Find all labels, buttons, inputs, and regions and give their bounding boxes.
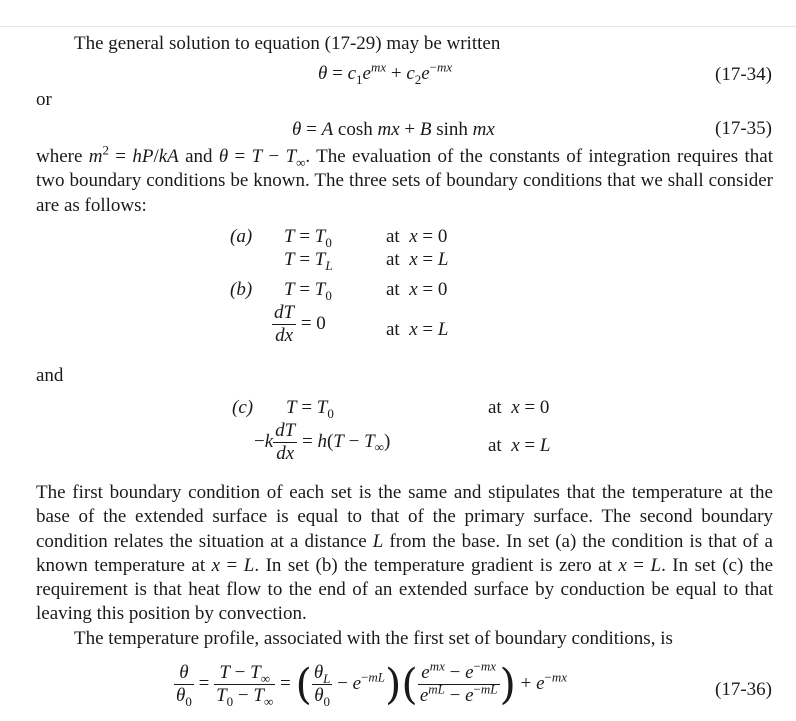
equation-number-17-36: (17-36): [715, 679, 772, 700]
set-b-condition-1: $T = T_0$: [284, 279, 332, 303]
equation-number-17-34: (17-34): [715, 64, 772, 85]
paragraph-boundary-intro: where $m^2 = hP/kA$ and $\theta = T - T_\infty$. The evaluation of the constants of integration requires that two boundary conditions be known. The three sets of boundary conditions that we shall consider are as follows:: [36, 142, 774, 216]
set-c-condition-1: $T = T_0$: [286, 397, 334, 421]
set-a-condition-1: $T = T_0$: [284, 226, 332, 250]
set-a-label: (a): [230, 226, 253, 247]
top-divider: [0, 26, 796, 27]
set-c-location-2: at x = L: [488, 435, 551, 456]
equation-17-34: $\theta = c_1e^{mx} + c_2e^{-mx}$: [318, 59, 453, 87]
set-a-location-1: at x = 0: [386, 226, 448, 247]
set-b-location-2: at x = L: [386, 319, 449, 340]
intro-line: The general solution to equation (17-29) may be written: [74, 33, 501, 54]
set-c-location-1: at x = 0: [488, 397, 550, 418]
set-b-condition-2: $\frac{dT}{dx}$ = 0: [274, 302, 326, 346]
set-c-condition-2: −k $\frac{dT}{dx}$ = $h(T - T_\infty)$: [254, 420, 391, 464]
equation-17-36: $\frac{\theta}{\theta_0}$ = $\frac{T - T_\infty}{T_0 - T_\infty}$ = ( $\frac{\theta_L}{\theta_0}$ − $e^{-mL}$)( $\frac{e^{mx} - e^{-mx}}{e^{mL} - e^{-mL}}$ ) + $e^{-mx}$: [176, 658, 568, 709]
equation-17-35: θ = A cosh mx + B sinh mx: [292, 119, 495, 140]
equation-number-17-35: (17-35): [715, 118, 772, 139]
set-c-label: (c): [232, 397, 254, 418]
set-b-label: (b): [230, 279, 253, 300]
set-a-condition-2: $T = T_L$: [284, 249, 333, 273]
set-a-location-2: at x = L: [386, 249, 449, 270]
paragraph-temperature-profile: The temperature profile, associated with the first set of boundary conditions, is: [74, 628, 673, 649]
or-word: or: [36, 89, 52, 110]
paragraph-boundary-explanation: The first boundary condition of each set is the same and stipulates that the temperature at the base of the extended surface is equal to that of the primary surface. The second boundary condition relates the situation at a distance L from the base. In set (a) the condition is that of a known temperature at x = L. In set (b) the temperature gradient is zero at x = L. In set (c) the requirement is that heat flow to the end of an extended surface by conduction be equal to that leaving this position by convection.: [36, 482, 774, 625]
set-b-location-1: at x = 0: [386, 279, 448, 300]
and-word: and: [36, 365, 64, 386]
